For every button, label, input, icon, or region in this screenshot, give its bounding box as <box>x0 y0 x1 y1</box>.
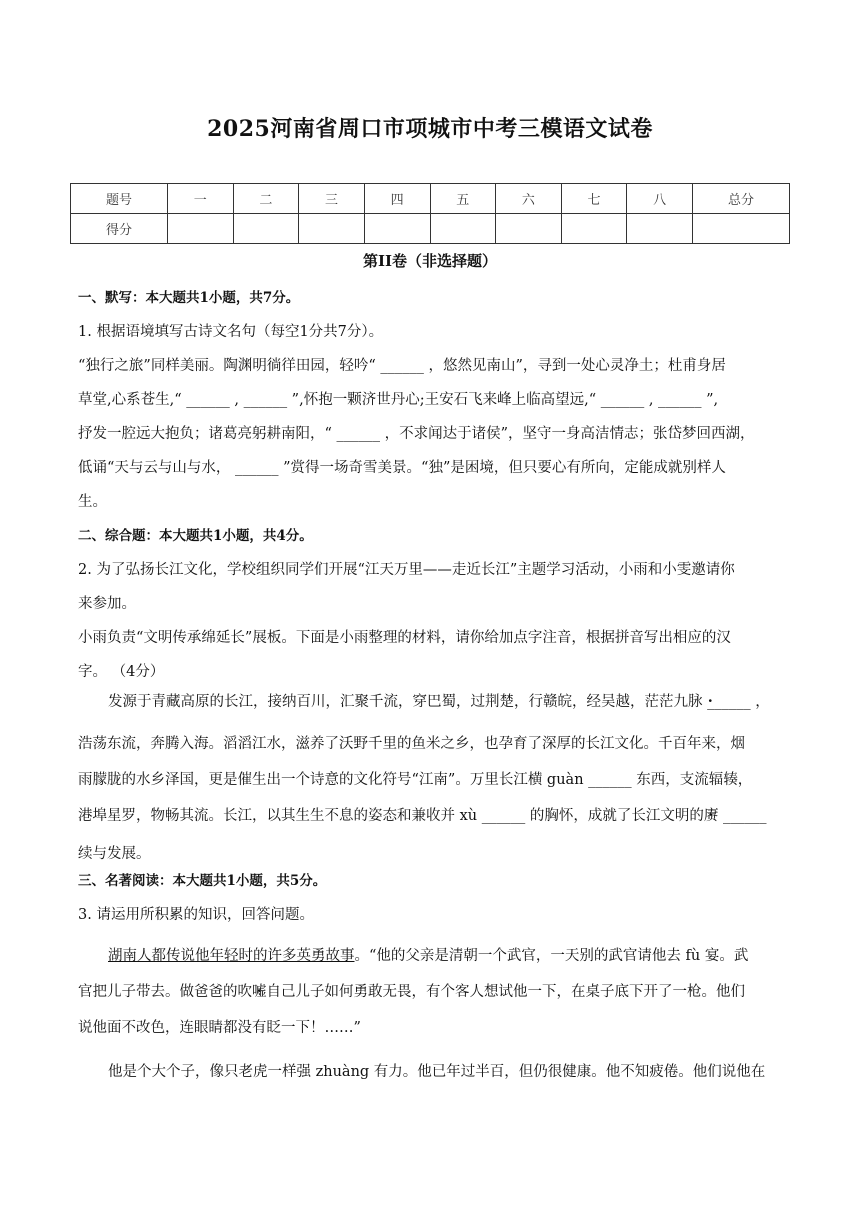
q2-task: 字。 （4分） <box>78 664 165 680</box>
passage-text: 官把儿子带去。做爸爸的吹 <box>78 984 252 1000</box>
score-cell <box>364 214 430 244</box>
passage-text: 港埠星罗，物畅其流。长江，以其生生不息的姿态和兼收并 xù ______ 的胸怀，成就了长江文明的 <box>78 808 704 824</box>
score-cell <box>627 214 693 244</box>
passage-text: 自己儿子如何勇敢无畏，有个客人想试他一下，在桌子底下开了一枪。他们 <box>266 984 745 1000</box>
score-table-score-row <box>71 214 790 244</box>
answer-blank: ______ ， <box>702 694 770 710</box>
header-cell: 一 <box>168 184 234 214</box>
section-1-heading: 一、默写：本大题共1小题，共7分。 <box>78 290 300 306</box>
passage-line <box>78 974 790 1010</box>
dotted-char: 嘘 · <box>252 984 267 1000</box>
passage-line: 说他面不改色，连眼睛都没有眨一下！……” <box>78 1020 361 1036</box>
passage-line: 续与发展。 <box>78 846 151 862</box>
q1-prompt: 1. 根据语境填写古诗文名句（每空1分共7分）。 <box>78 324 384 340</box>
score-table-header-row <box>71 184 790 214</box>
passage-text: 发源于青藏高原的长江，接纳百川，汇聚千流，穿巴蜀，过荆楚，行赣皖，经吴越，茫茫九 <box>108 694 688 710</box>
passage-line: 浩荡东流，奔腾入海。滔滔江水，滋养了沃野千里的鱼米之乡，也孕育了深厚的长江文化。千百年来，烟 <box>78 736 745 752</box>
header-cell: 四 <box>364 184 430 214</box>
passage-line <box>78 938 790 974</box>
section-3-heading: 三、名著阅读：本大题共1小题，共5分。 <box>78 873 327 889</box>
q2-prompt: 2. 为了弘扬长江文化，学校组织同学们开展“江天万里——走近长江”主题学习活动，小雨和小雯邀请你 <box>78 562 735 578</box>
passage-text: 。“他的父亲是清朝一个武官，一天别的武官请他去 fù 宴。武 <box>354 948 749 964</box>
volume-title: 第II卷（非选择题） <box>362 252 498 270</box>
passage-line: 他是个大个子，像只老虎一样强 zhuàng 有力。他已年过半百，但仍很健康。他不知疲倦。他们说他在 <box>108 1064 766 1080</box>
q1-line: 草堂,心系苍生,“ ______ , ______ ”,怀抱一颗济世丹心;王安石飞来峰上临高望远,“ ______ , ______ ”, <box>78 392 719 408</box>
section-3-block <box>78 864 790 932</box>
question-block <box>78 281 790 689</box>
q2-task: 小雨负责“文明传承绵延长”展板。下面是小雨整理的材料，请你给加点字注音，根据拼音写出相应的汉 <box>78 630 731 646</box>
underlined-phrase: 湖南人都传说他年轻时的许多英勇故事 <box>108 948 355 964</box>
header-cell: 三 <box>299 184 365 214</box>
q1-line: 低诵“天与云与山与水， ______ ”赏得一场奇雪美景。“独”是困境，但只要心有所向，定能成就别样人 <box>78 460 726 476</box>
header-cell: 七 <box>561 184 627 214</box>
header-cell: 题号 <box>71 184 168 214</box>
score-cell <box>561 214 627 244</box>
q1-line: “独行之旅”同样美丽。陶渊明徜徉田园，轻吟“ ______ ，悠然见南山”，寻到一处心灵净土；杜甫身居 <box>78 358 726 374</box>
q1-line: 生。 <box>78 494 107 510</box>
exam-title: 2025河南省周口市项城市中考三模语文试卷 <box>207 116 653 142</box>
section-2-heading: 二、综合题：本大题共1小题，共4分。 <box>78 528 313 544</box>
passage-line <box>78 798 790 834</box>
q2-prompt: 来参加。 <box>78 596 136 612</box>
header-cell: 二 <box>233 184 299 214</box>
score-cell <box>233 214 299 244</box>
q1-line: 抒发一腔远大抱负；诸葛亮躬耕南阳，“ ______ ，不求闻达于诸侯”，坚守一身高洁情志；张岱梦回西湖， <box>78 426 755 442</box>
score-cell <box>299 214 365 244</box>
header-cell: 总分 <box>693 184 790 214</box>
header-cell: 五 <box>430 184 496 214</box>
q3-prompt: 3. 请运用所积累的知识，回答问题。 <box>78 907 314 923</box>
q2-passage <box>78 684 790 872</box>
score-cell <box>168 214 234 244</box>
passage-line: 雨朦胧的水乡泽国，更是催生出一个诗意的文化符号“江南”。万里长江横 guàn ______ 东西，支流辐辏， <box>78 772 753 788</box>
score-cell <box>496 214 562 244</box>
answer-blank: ______ <box>718 808 767 824</box>
score-cell <box>693 214 790 244</box>
dotted-char: 赓 · <box>704 808 719 824</box>
score-table <box>70 183 790 244</box>
q3-passage <box>78 938 790 1090</box>
dotted-char: 脉 · <box>688 694 703 710</box>
header-cell: 八 <box>627 184 693 214</box>
score-row-label: 得分 <box>71 214 168 244</box>
score-cell <box>430 214 496 244</box>
passage-line <box>78 684 790 720</box>
header-cell: 六 <box>496 184 562 214</box>
